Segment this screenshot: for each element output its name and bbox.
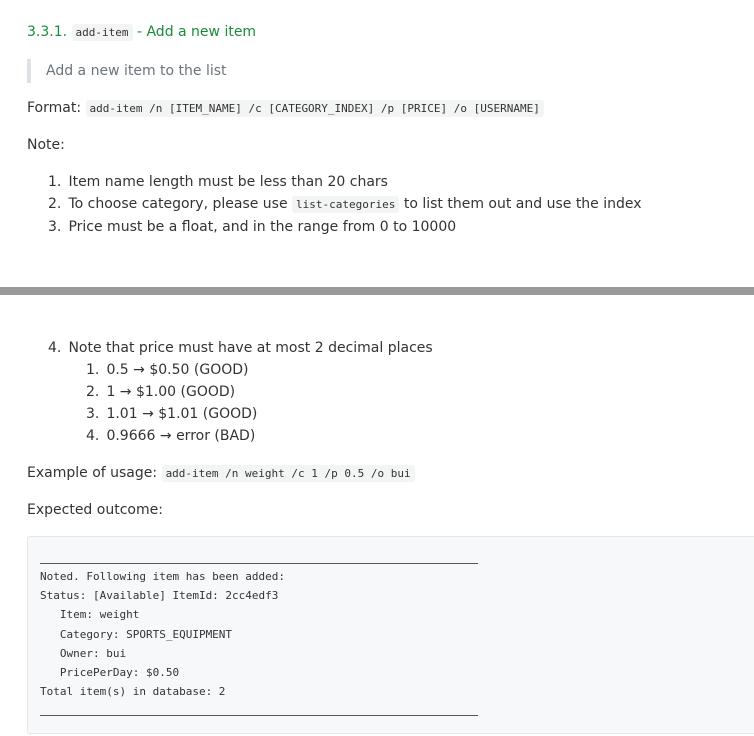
output-line: Status: [Available] ItemId: 2cc4edf3 bbox=[40, 589, 279, 602]
description-blockquote bbox=[27, 59, 227, 83]
usage-label: Example of usage: bbox=[27, 465, 158, 481]
list-item bbox=[48, 172, 388, 192]
list-number: 1. bbox=[86, 362, 100, 378]
output-line: Noted. Following item has been added: bbox=[40, 570, 286, 583]
usage-paragraph bbox=[27, 463, 415, 484]
output-separator bbox=[40, 563, 478, 564]
list-number: 2. bbox=[48, 196, 62, 212]
output-separator bbox=[40, 715, 478, 716]
list-item bbox=[48, 338, 433, 358]
expected-output-codeblock bbox=[27, 536, 754, 734]
list-text: Note that price must have at most 2 decimal places bbox=[68, 340, 433, 356]
section-number: 3.3.1. bbox=[27, 24, 68, 40]
format-syntax: add-item /n [ITEM_NAME] /c [CATEGORY_INDEX] /p [PRICE] /o [USERNAME] bbox=[86, 100, 544, 117]
list-text: 0.5 → $0.50 (GOOD) bbox=[106, 362, 249, 378]
list-categories-code: list-categories bbox=[292, 196, 399, 213]
list-text: Item name length must be less than 20 chars bbox=[68, 174, 388, 190]
description-text: Add a new item to the list bbox=[46, 63, 227, 79]
list-item bbox=[86, 360, 248, 380]
list-text: 0.9666 → error (BAD) bbox=[106, 428, 256, 444]
section-title: - Add a new item bbox=[136, 24, 257, 40]
output-line: Total item(s) in database: 2 bbox=[40, 685, 226, 698]
format-paragraph bbox=[27, 98, 544, 119]
list-number: 2. bbox=[86, 384, 100, 400]
list-text: Price must be a float, and in the range from 0 to 10000 bbox=[68, 219, 457, 235]
list-number: 3. bbox=[86, 406, 100, 422]
list-text: to list them out and use the index bbox=[403, 196, 642, 212]
format-label: Format: bbox=[27, 100, 82, 116]
list-item bbox=[86, 404, 257, 424]
list-number: 3. bbox=[48, 219, 62, 235]
usage-command: add-item /n weight /c 1 /p 0.5 /o bui bbox=[162, 465, 415, 482]
output-line: Item: weight bbox=[40, 608, 140, 621]
list-text: 1.01 → $1.01 (GOOD) bbox=[106, 406, 258, 422]
list-text: 1 → $1.00 (GOOD) bbox=[106, 384, 236, 400]
outcome-label: Expected outcome: bbox=[27, 502, 163, 518]
note-label: Note: bbox=[27, 137, 65, 153]
output-line: Category: SPORTS_EQUIPMENT bbox=[40, 628, 233, 641]
list-number: 1. bbox=[48, 174, 62, 190]
command-name: add-item bbox=[72, 24, 133, 41]
section-heading bbox=[27, 22, 256, 43]
list-item bbox=[86, 382, 235, 402]
list-number: 4. bbox=[48, 340, 62, 356]
list-item bbox=[86, 426, 255, 446]
page-break-divider bbox=[0, 287, 754, 295]
list-number: 4. bbox=[86, 428, 100, 444]
output-line: Owner: bui bbox=[40, 647, 127, 660]
list-item bbox=[48, 217, 456, 237]
list-item bbox=[48, 194, 642, 215]
list-text: To choose category, please use bbox=[68, 196, 288, 212]
output-line: PricePerDay: $0.50 bbox=[40, 666, 180, 679]
